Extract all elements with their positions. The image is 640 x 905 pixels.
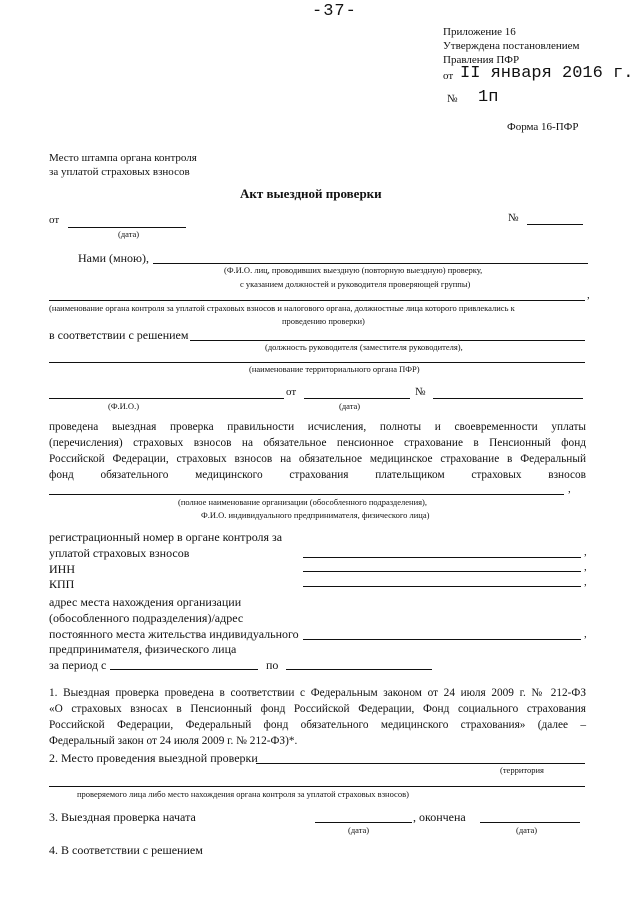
decision-position-caption: (должность руководителя (заместителя руководителя),: [265, 342, 463, 352]
address-label-4: предпринимателя, физического лица: [49, 642, 237, 656]
decision-from-label: от: [286, 386, 297, 398]
decision-label: в соответствии с решением: [49, 328, 189, 342]
kpp-label: КПП: [49, 577, 75, 591]
from-label: от: [49, 214, 60, 226]
address-label-2: (обособленного подразделения)/адрес: [49, 611, 244, 625]
act-date-field[interactable]: [68, 227, 186, 228]
comma-6: ,: [584, 628, 587, 640]
item4-label: 4. В соответствии с решением: [49, 843, 203, 857]
address-label-3: постоянного места жительства индивидуального: [49, 627, 299, 641]
payer-caption-2: Ф.И.О. индивидуального предпринимателя, физического лица): [201, 510, 430, 520]
reg-number-label-2: уплатой страховых взносов: [49, 546, 190, 560]
reg-number-label-1: регистрационный номер в органе контроля за: [49, 530, 283, 544]
check-paragraph-line1: проведена выездная проверка правильности исчисления, полноты и своевременности уплаты: [49, 421, 586, 433]
date-prefix: от: [443, 70, 454, 82]
decision-fio-caption: (Ф.И.О.): [108, 401, 140, 411]
inspectors-field-2[interactable]: [49, 300, 585, 301]
form-code: Форма 16-ПФР: [507, 121, 579, 133]
comma-3: ,: [584, 546, 587, 558]
decision-date-field[interactable]: [304, 398, 410, 399]
appendix-label: Приложение 16: [443, 26, 516, 38]
check-paragraph-line3: Российской Федерации, страховых взносов на обязательное медицинское страхование в Федеральный: [49, 453, 586, 465]
number-prefix: №: [447, 93, 458, 105]
comma-2: ,: [568, 483, 571, 495]
inspectors-caption-1: (Ф.И.О. лиц, проводивших выездную (повторную выездную) проверку,: [224, 265, 483, 275]
address-field[interactable]: [303, 639, 581, 640]
payer-caption-1: (полное наименование организации (обособленного подразделения),: [178, 497, 428, 507]
document-title: Акт выездной проверки: [240, 186, 382, 201]
stamp-place-line1: Место штампа органа контроля: [49, 152, 197, 164]
item1-line3: Российской Федерации, Федеральный фонд обязательного медицинского страхования» (далее –: [49, 719, 586, 731]
inn-field[interactable]: [303, 571, 581, 572]
approved-label: Утверждена постановлением: [443, 40, 580, 52]
payer-name-field[interactable]: [49, 494, 564, 495]
period-to-field[interactable]: [286, 669, 432, 670]
page-number: -37-: [312, 2, 357, 21]
item3-ended-label: , окончена: [413, 810, 466, 824]
item2-caption-1: (территория: [500, 765, 544, 775]
inspectors-caption-4: проведению проверки): [282, 316, 365, 326]
item1-line1: 1. Выездная проверка проведена в соответствии с Федеральным законом от 24 июля 2009 г. № 212-ФЗ: [49, 687, 586, 699]
end-date-field[interactable]: [480, 822, 580, 823]
check-paragraph-line4: фонд обязательного медицинского страхования плательщиком страховых взносов: [49, 469, 586, 481]
decision-date-caption: (дата): [339, 401, 361, 411]
start-date-caption: (дата): [348, 825, 370, 835]
decision-org-field[interactable]: [49, 362, 585, 363]
decision-position-field[interactable]: [190, 340, 585, 341]
inspectors-caption-3: (наименование органа контроля за уплатой страховых взносов и налогового органа, должностные лица которого привлекались к: [49, 303, 515, 313]
period-from-label: за период с: [49, 658, 107, 672]
kpp-field[interactable]: [303, 586, 581, 587]
approval-number: 1п: [478, 88, 499, 107]
address-label-1: адрес места нахождения организации: [49, 595, 242, 609]
comma-5: ,: [584, 576, 587, 588]
period-to-label: по: [266, 658, 279, 672]
act-number-field[interactable]: [527, 224, 583, 225]
decision-number-sign: №: [415, 386, 426, 398]
comma-4: ,: [584, 561, 587, 573]
item3-label: 3. Выездная проверка начата: [49, 810, 196, 824]
act-date-caption: (дата): [118, 229, 140, 239]
inn-label: ИНН: [49, 562, 75, 576]
approval-date: II января 2016 г.: [460, 64, 634, 83]
decision-org-caption: (наименование территориального органа ПФР): [249, 364, 420, 374]
decision-fio-field[interactable]: [49, 398, 284, 399]
reg-number-field[interactable]: [303, 557, 581, 558]
decision-number-field[interactable]: [433, 398, 583, 399]
check-paragraph-line2: (перечисления) страховых взносов на обязательное пенсионное страхование в Пенсионный фонд: [49, 437, 586, 449]
inspectors-label: Нами (мною),: [78, 251, 149, 265]
inspectors-field[interactable]: [153, 263, 588, 264]
period-from-field[interactable]: [110, 669, 258, 670]
start-date-field[interactable]: [315, 822, 412, 823]
item1-line4: Федеральный закон от 24 июля 2009 г. № 212-ФЗ)*.: [49, 735, 298, 747]
board-label: Правления ПФР: [443, 54, 520, 66]
inspection-place-field-2[interactable]: [49, 786, 585, 787]
item2-label: 2. Место проведения выездной проверки: [49, 751, 258, 765]
item2-caption-2: проверяемого лица либо место нахождения органа контроля за уплатой страховых взносов): [77, 789, 409, 799]
end-date-caption: (дата): [516, 825, 538, 835]
inspectors-caption-2: с указанием должностей и руководителя проверяющей группы): [240, 279, 471, 289]
inspection-place-field[interactable]: [256, 763, 585, 764]
number-sign: №: [508, 212, 519, 224]
comma: ,: [587, 289, 590, 301]
stamp-place-line2: за уплатой страховых взносов: [49, 166, 190, 178]
item1-line2: «О страховых взносах в Пенсионный фонд Российской Федерации, Фонд социального страхования: [49, 703, 586, 715]
